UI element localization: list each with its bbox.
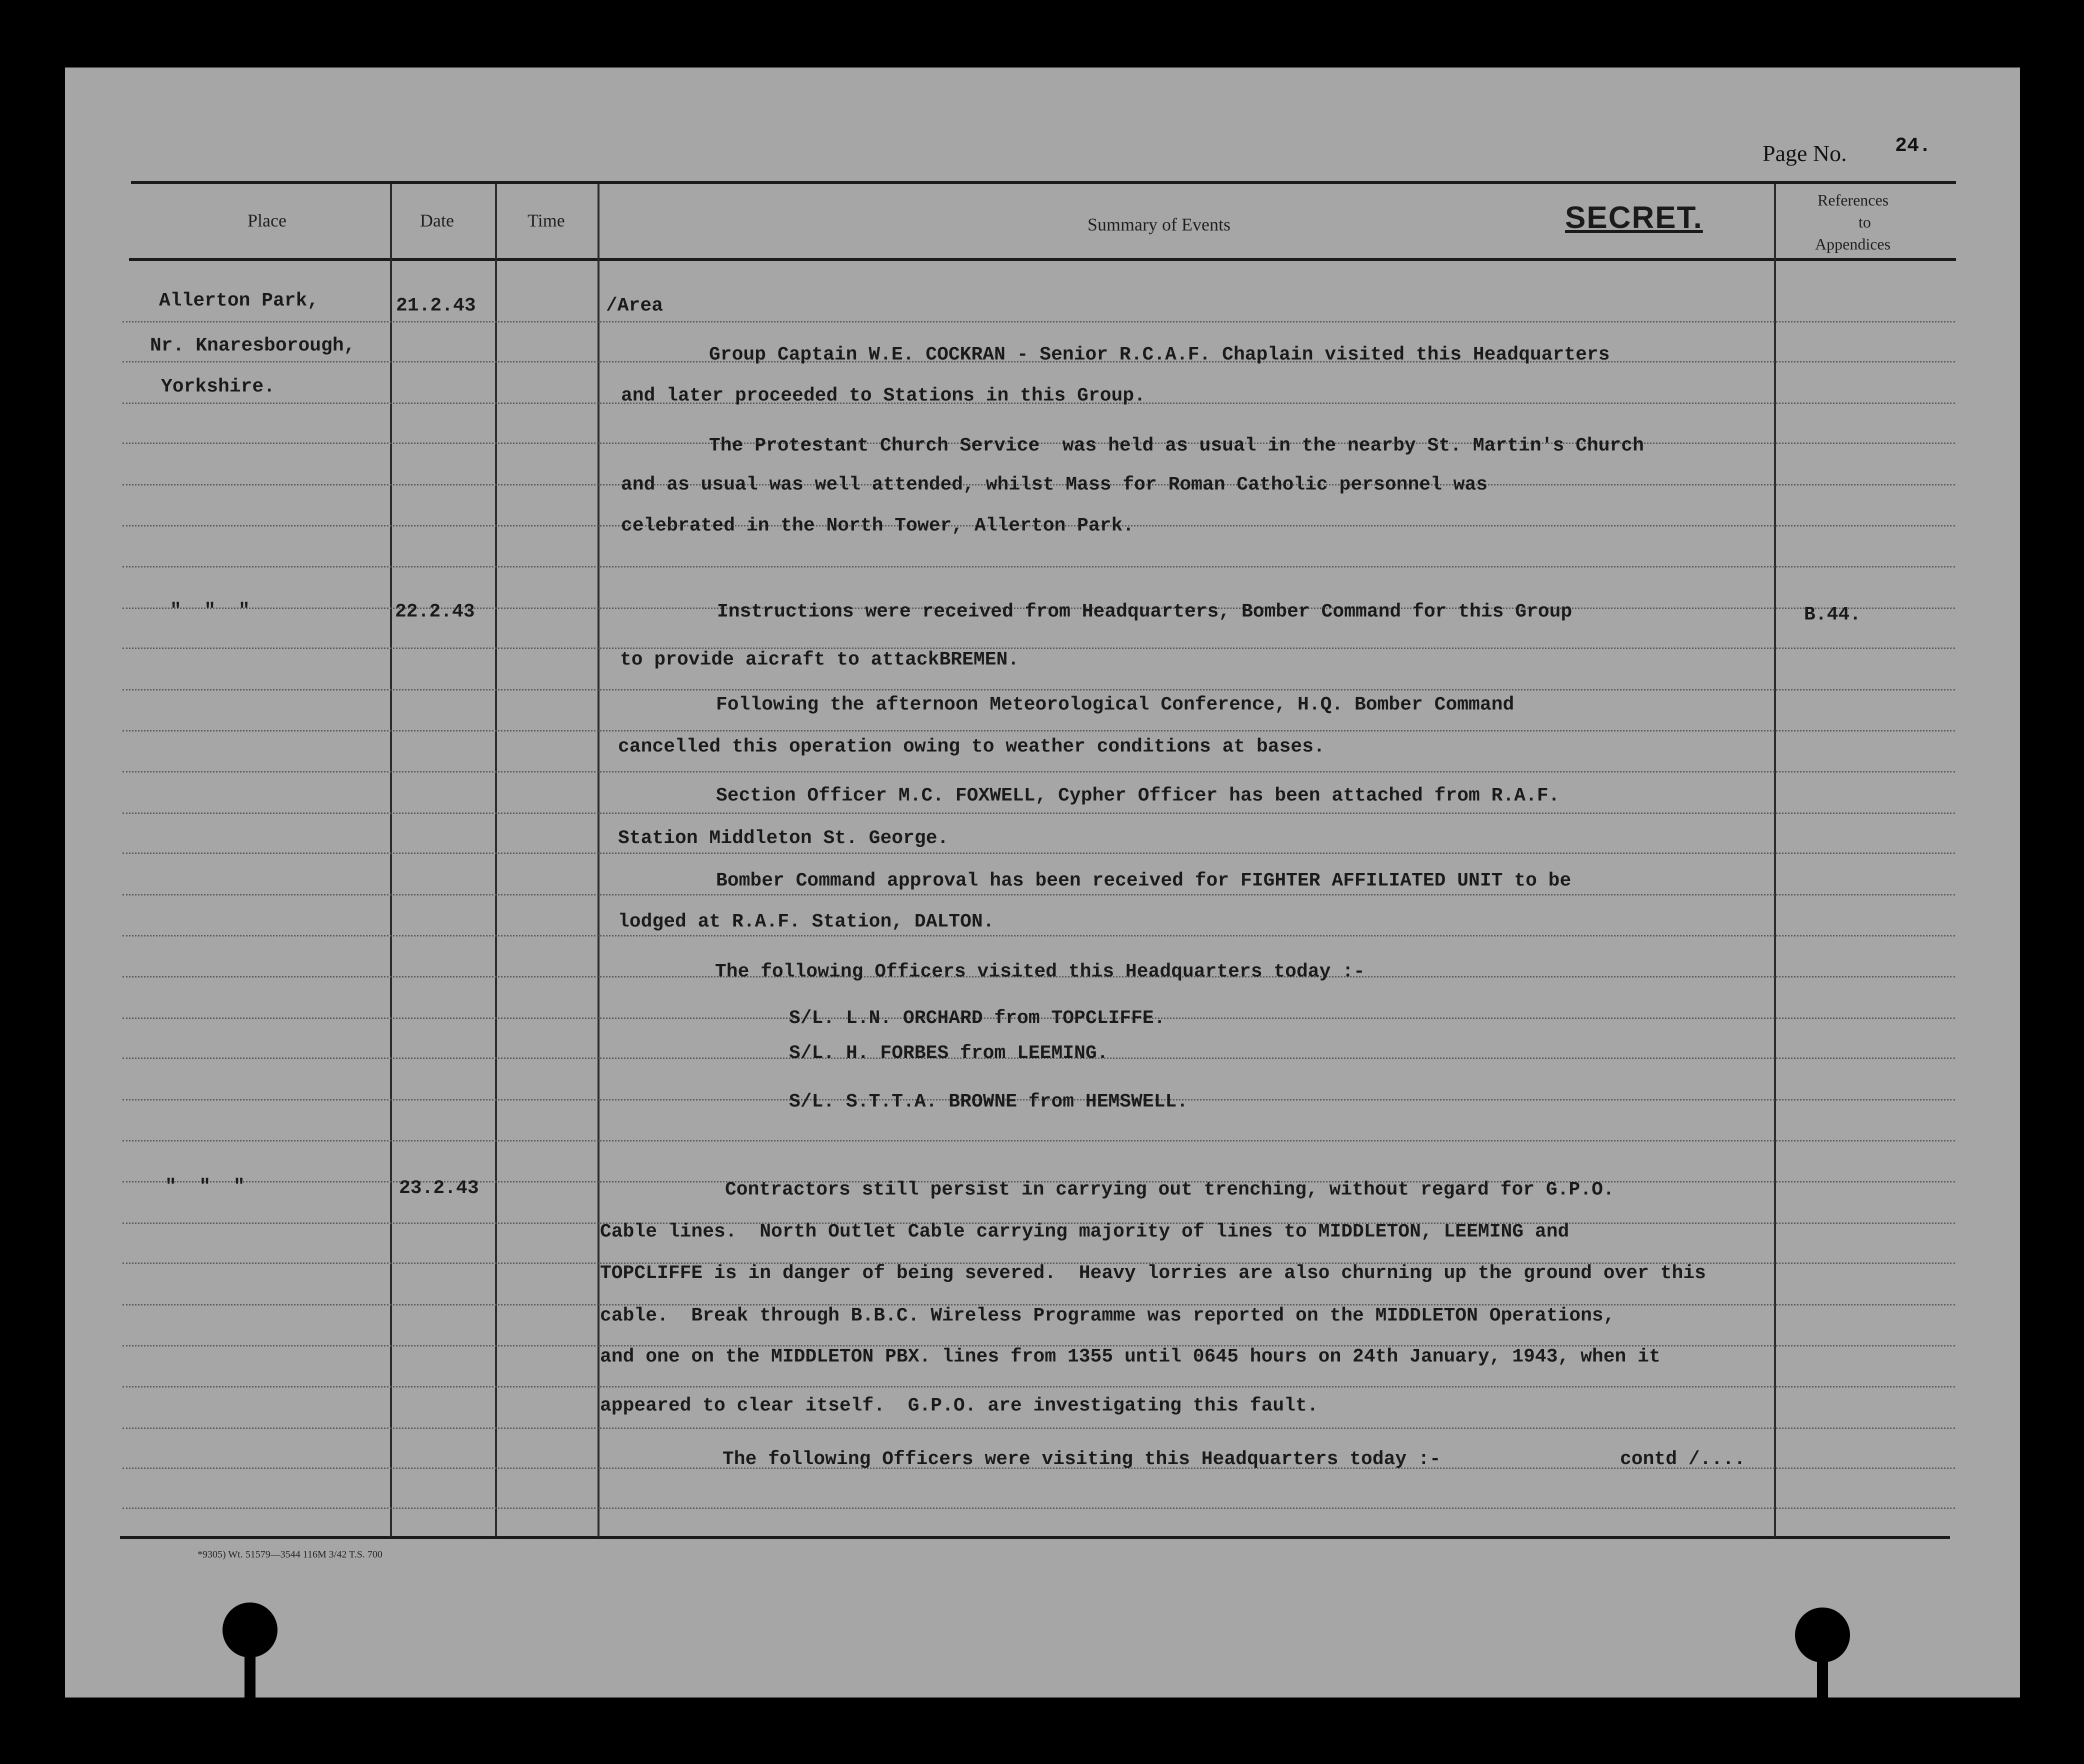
summary-line: lodged at R.A.F. Station, DALTON. xyxy=(618,911,994,932)
summary-line: Section Officer M.C. FOXWELL, Cypher Officer has been attached from R.A.F. xyxy=(716,785,1560,806)
binder-peg-left xyxy=(244,1645,256,1705)
column-header-references: References xyxy=(1818,191,1889,209)
column-header-date: Date xyxy=(420,210,454,230)
appendix-reference: B.44. xyxy=(1804,604,1862,626)
entry-date: 21.2.43 xyxy=(396,295,476,316)
summary-line: Cable lines. North Outlet Cable carrying majority of lines to MIDDLETON, LEEMING and xyxy=(600,1221,1570,1242)
summary-line: to provide aicraft to attackBREMEN. xyxy=(620,649,1020,670)
summary-line: Bomber Command approval has been received for FIGHTER AFFILIATED UNIT to be xyxy=(716,870,1572,892)
ruled-line xyxy=(122,894,1955,896)
column-header-appendices: Appendices xyxy=(1815,235,1891,253)
column-header-summary: Summary of Events xyxy=(1088,214,1230,234)
ruled-line xyxy=(122,566,1955,568)
summary-line: and as usual was well attended, whilst Mass for Roman Catholic personnel was xyxy=(621,474,1488,496)
secret-stamp: SECRET. xyxy=(1565,200,1703,235)
summary-line: cancelled this operation owing to weather conditions at bases. xyxy=(618,736,1325,758)
page-label: Page No. xyxy=(1762,140,1847,166)
header-bottom-rule xyxy=(129,258,1956,261)
entry-date: 23.2.43 xyxy=(399,1178,479,1199)
summary-line: The following Officers were visiting this Headquarters today :- xyxy=(722,1448,1441,1470)
table-bottom-rule xyxy=(120,1536,1950,1539)
summary-line: TOPCLIFFE is in danger of being severed. Heavy lorries are also churning up the ground over this xyxy=(600,1262,1706,1284)
ruled-line xyxy=(122,1508,1955,1509)
ruled-line xyxy=(122,648,1955,649)
ruled-line xyxy=(122,730,1955,732)
place-line: Allerton Park, xyxy=(159,290,319,312)
page-number: 24. xyxy=(1895,135,1932,158)
ruled-line xyxy=(122,852,1955,854)
ruled-line xyxy=(122,321,1955,322)
ruled-line xyxy=(122,689,1955,690)
ruled-line xyxy=(122,771,1955,772)
summary-line: Contractors still persist in carrying out trenching, without regard for G.P.O. xyxy=(725,1179,1614,1200)
ruled-line xyxy=(122,1428,1955,1429)
column-header-time: Time xyxy=(528,210,565,230)
summary-line: appeared to clear itself. G.P.O. are investigating this fault. xyxy=(600,1395,1318,1416)
summary-line: cable. Break through B.B.C. Wireless Programme was reported on the MIDDLETON Operations, xyxy=(600,1305,1615,1326)
divider-summary-refs xyxy=(1774,184,1776,1536)
ditto-marks: " " " xyxy=(170,600,250,622)
column-header-place: Place xyxy=(248,210,286,230)
summary-line: S/L. H. FORBES from LEEMING. xyxy=(789,1042,1108,1064)
place-line: Nr. Knaresborough, xyxy=(150,335,356,356)
divider-time-summary xyxy=(598,184,600,1536)
summary-line: celebrated in the North Tower, Allerton Park. xyxy=(621,515,1134,536)
summary-line: The Protestant Church Service was held as usual in the nearby St. Martin's Church xyxy=(709,435,1644,456)
ruled-line xyxy=(122,935,1955,936)
column-header-references-to: to xyxy=(1858,213,1871,231)
summary-line: Instructions were received from Headquarters, Bomber Command for this Group xyxy=(717,601,1572,622)
ditto-marks: " " " xyxy=(165,1176,245,1198)
binder-peg-right xyxy=(1817,1650,1828,1710)
divider-date-time xyxy=(495,184,497,1536)
summary-line: Following the afternoon Meteorological Conference, H.Q. Bomber Command xyxy=(716,694,1514,716)
ruled-line xyxy=(122,1140,1955,1142)
ruled-line xyxy=(122,1386,1955,1388)
continued-note: contd /.... xyxy=(1620,1448,1746,1470)
summary-line: S/L. S.T.T.A. BROWNE from HEMSWELL. xyxy=(789,1091,1188,1112)
summary-line: and later proceeded to Stations in this Group. xyxy=(621,385,1146,406)
summary-line: Station Middleton St. George. xyxy=(618,828,949,849)
summary-line: The following Officers visited this Headquarters today :- xyxy=(715,961,1365,982)
divider-place-date xyxy=(390,184,392,1536)
summary-line: S/L. L.N. ORCHARD from TOPCLIFFE. xyxy=(789,1008,1166,1029)
summary-line: /Area xyxy=(606,295,664,316)
form-print-code: *9305) Wt. 51579—3544 116M 3/42 T.S. 700 xyxy=(198,1549,382,1560)
summary-line: Group Captain W.E. COCKRAN - Senior R.C.A.F. Chaplain visited this Headquarters xyxy=(709,344,1610,366)
header-top-rule xyxy=(131,181,1956,184)
summary-line: and one on the MIDDLETON PBX. lines from 1355 until 0645 hours on 24th January, 1943, when it xyxy=(600,1346,1660,1368)
place-line: Yorkshire. xyxy=(161,376,276,398)
entry-date: 22.2.43 xyxy=(395,601,475,622)
ruled-line xyxy=(122,812,1955,814)
